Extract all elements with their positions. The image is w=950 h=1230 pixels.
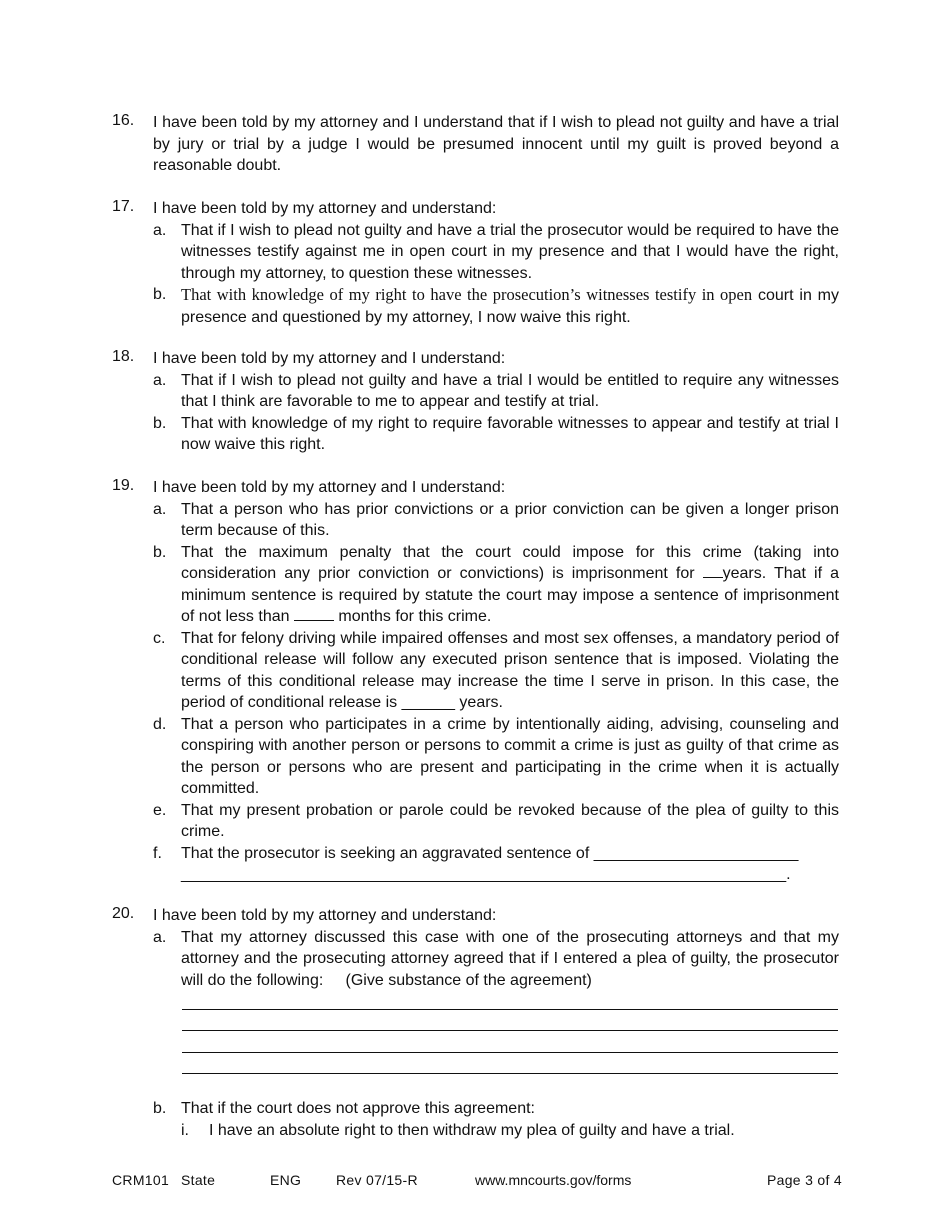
paragraph-number: 18. — [112, 348, 135, 365]
subitem-label: b. — [153, 414, 167, 432]
subitem-label: b. — [153, 1100, 167, 1117]
paragraph-number: 17. — [112, 198, 135, 215]
subitem-label: i. — [181, 1121, 189, 1139]
subitem-20b-i — [181, 1120, 839, 1142]
subitem-text-serif: That with knowledge of my right to have the prosecution’s witnesses testify in open — [181, 285, 753, 304]
footer-url[interactable]: www.mncourts.gov/forms — [475, 1172, 632, 1188]
subitem-text: That the maximum penalty that the court could impose for this crime (taking into consideration any prior conviction or convictions) is imprisonment for — [181, 543, 839, 582]
aggravated-sentence-line[interactable]: ____________________________________________________________________. — [181, 866, 791, 883]
paragraph-16 — [112, 112, 839, 177]
paragraph-number: 16. — [112, 112, 135, 129]
subitem-label: f. — [153, 844, 162, 862]
footer-form-id: CRM101 — [112, 1172, 170, 1188]
subitem-19d — [153, 714, 839, 800]
subitem-text: I have an absolute right to then withdraw my plea of guilty and have a trial. — [209, 1121, 735, 1139]
subitem-label: a. — [153, 371, 167, 389]
subitem-text: court in my presence and questioned by my attorney, I now waive this right. — [181, 287, 839, 326]
paragraph-text: I have been told by my attorney and I understand that if I wish to plead not guilty and have a trial by jury or trial by a judge I would be presumed innocent until my guilt is proved beyond a reasonable doubt. — [153, 114, 839, 174]
paragraph-18 — [112, 348, 839, 456]
subitem-18a — [153, 370, 839, 413]
agreement-line-3[interactable] — [182, 1052, 838, 1053]
paragraph-17 — [112, 198, 839, 328]
subitem-text: That with knowledge of my right to require favorable witnesses to appear and testify at trial I now waive this right. — [181, 414, 839, 453]
paragraph-19 — [112, 477, 839, 886]
subitem-18b — [153, 413, 839, 456]
agreement-line-2[interactable] — [182, 1030, 838, 1031]
subitem-17a — [153, 220, 839, 285]
subitem-label: b. — [153, 286, 167, 303]
subitem-20b — [153, 1098, 839, 1120]
subitem-text: That if the court does not approve this agreement: — [181, 1100, 535, 1117]
subitem-text: That if I wish to plead not guilty and have a trial I would be entitled to require any witnesses that I think are favorable to me to appear and testify at trial. — [181, 371, 839, 410]
subitem-19f — [153, 843, 839, 886]
subitem-label: a. — [153, 500, 167, 518]
subitem-text: That a person who participates in a crime by intentionally aiding, advising, counseling and conspiring with another person or persons to commit a crime is just as guilty of that crime as the person or persons who are present and participating in the crime when it is actually committed. — [181, 715, 839, 797]
footer-page-number: Page 3 of 4 — [767, 1172, 842, 1188]
subitem-19b — [153, 542, 839, 628]
subitem-text: That my attorney discussed this case with one of the prosecuting attorneys and that my attorney and the prosecuting attorney agreed that if I entered a plea of guilty, the prosecutor will do the following: (Give substance of the agreement) — [181, 928, 844, 989]
paragraph-text: I have been told by my attorney and understand: — [153, 907, 497, 924]
subitem-19e — [153, 800, 839, 843]
paragraph-20 — [112, 905, 844, 991]
footer-language: ENG — [270, 1172, 302, 1188]
subitem-text: That a person who has prior convictions or a prior conviction can be given a longer prison term because of this. — [181, 500, 839, 539]
months-blank[interactable] — [294, 606, 334, 621]
paragraph-text: I have been told by my attorney and I understand: — [153, 479, 506, 496]
footer-revision: Rev 07/15-R — [336, 1172, 418, 1188]
subitem-17b — [153, 284, 839, 328]
subitem-19a — [153, 499, 839, 542]
paragraph-number: 20. — [112, 905, 135, 922]
subitem-text: That the prosecutor is seeking an aggravated sentence of _______________________ — [181, 844, 799, 862]
subitem-label: d. — [153, 715, 167, 733]
subitem-label: a. — [153, 221, 167, 239]
paragraph-20-continued — [112, 1098, 839, 1141]
subitem-text: months for this crime. — [338, 608, 492, 625]
subitem-text: That if I wish to plead not guilty and have a trial the prosecutor would be required to have the witnesses testify against me in open court in my presence and that I would have the right, through my attorney, to question these witnesses. — [181, 221, 839, 282]
paragraph-number: 19. — [112, 477, 135, 494]
subitem-19c — [153, 628, 839, 714]
years-blank[interactable] — [703, 563, 723, 578]
subitem-label: c. — [153, 629, 166, 647]
paragraph-text: I have been told by my attorney and understand: — [153, 200, 497, 217]
agreement-line-1[interactable] — [182, 1009, 838, 1010]
subitem-text: years. That if a minimum sentence is required by statute the court may impose a sentence of imprisonment of not less than — [181, 565, 839, 625]
subitem-text: That for felony driving while impaired offenses and most sex offenses, a mandatory period of conditional release will follow any executed prison sentence that is imposed. Violating the terms of this conditional release may increase the time I serve in prison. In this case, the period of conditional release is ______ years. — [181, 629, 839, 711]
subitem-20a — [153, 927, 844, 992]
subitem-label: e. — [153, 801, 167, 819]
footer-jurisdiction: State — [181, 1172, 216, 1188]
agreement-line-4[interactable] — [182, 1073, 838, 1074]
subitem-text: That my present probation or parole could be revoked because of the plea of guilty to this crime. — [181, 801, 839, 840]
subitem-label: a. — [153, 928, 167, 946]
subitem-label: b. — [153, 543, 167, 561]
paragraph-text: I have been told by my attorney and I understand: — [153, 350, 506, 367]
